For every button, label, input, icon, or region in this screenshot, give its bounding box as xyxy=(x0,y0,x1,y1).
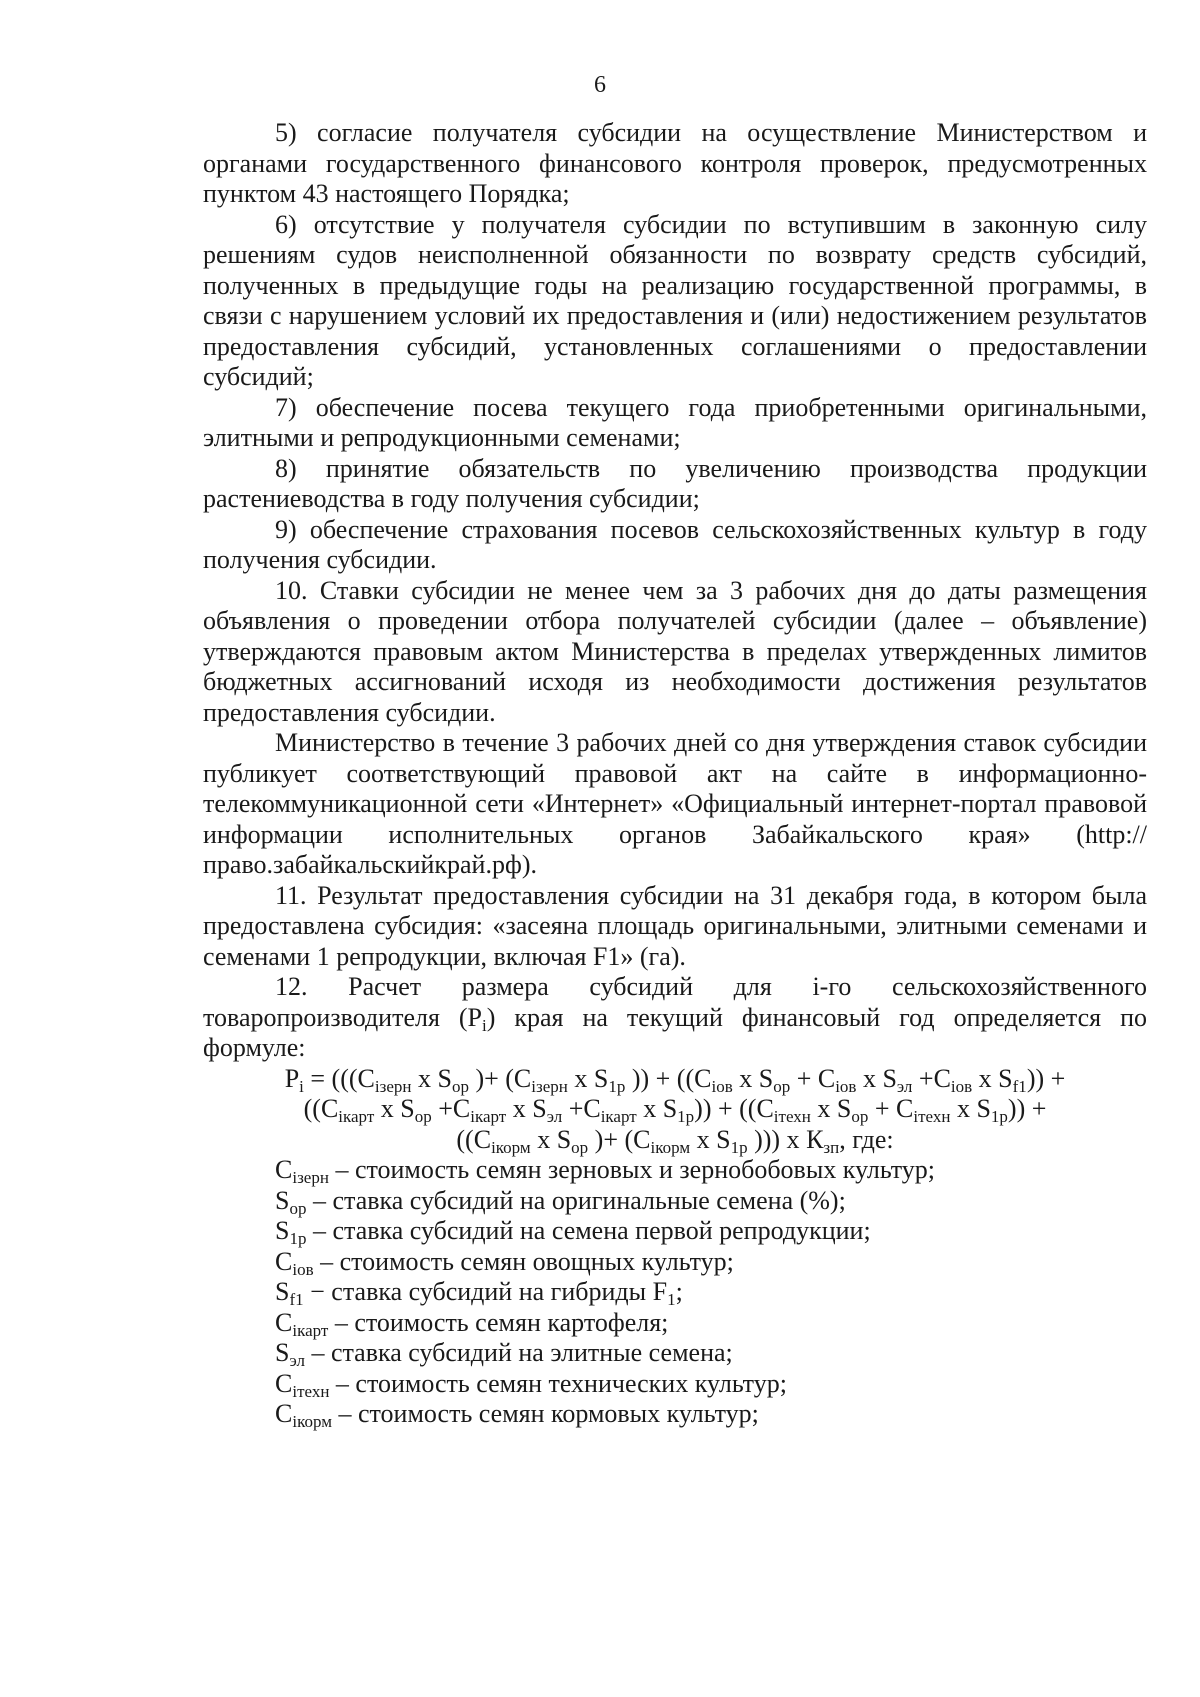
definition-c-izern: $C_{iзерн}$ – стоимость семян зерновых и зернобобовых культур; xyxy=(275,1155,936,1187)
definition-s-f1: $S_{f1}$ − ставка субсидий на гибриды $F_1$; xyxy=(275,1277,683,1309)
subsidy-formula xyxy=(203,1064,1147,1156)
formula-line-1: $P_i = (((C_{iзерн}$ x $S_{op}$ )+ ($C_{iзерн}$ x $S_{1p}$ )) + (($C_{iов}$ x $S_{op} + C_{iов}$ x $S_{эл} +C_{iов}$ x $S_{f1}$)) + xyxy=(284,1063,1066,1096)
paragraph-10: 10. Ставки субсидии не менее чем за 3 рабочих дня до даты размещения объявления о проведении отбора получателей субсидии (далее – объявление) утверждаются правовым актом Министерства в пределах утвержденных лимитов бюджетных ассигнований исходя из необходимости достижения результатов предоставления субсидии. xyxy=(203,575,1147,727)
page-number: 6 xyxy=(594,72,606,98)
definition-c-itehn: $C_{iтехн}$ – стоимость семян технических культур; xyxy=(275,1368,787,1401)
paragraph-item-5: 5) согласие получателя субсидии на осуществление Министерством и органами государственного финансового контроля проверок, предусмотренных пунктом 43 настоящего Порядка; xyxy=(203,118,1147,208)
formula-line-3: (($C_{iкорм}$ x $S_{op}$ )+ ($C_{iкорм}$ x $S_{1p}$ ))) x $К_{зп}$, где: xyxy=(456,1124,894,1157)
paragraph-ministry-publication: Министерство в течение 3 рабочих дней со дня утверждения ставок субсидии публикует соответствующий правовой акт на сайте в информационно-телекоммуникационной сети «Интернет» «Официальный интернет-портал правовой информации исполнительных органов Забайкальского края» (http://право.забайкальскийкрай.рф). xyxy=(203,728,1147,879)
paragraph-item-8: 8) принятие обязательств по увеличению производства продукции растениеводства в году получения субсидии; xyxy=(203,453,1147,513)
paragraph-12: 12. Расчет размера субсидий для i-го сельскохозяйственного товаропроизводителя $(P_i)$ края на текущий финансовый год определяется по формуле: xyxy=(203,972,1147,1062)
definition-s-1p: $S_{1p}$ – ставка субсидий на семена первой репродукции; xyxy=(275,1216,871,1248)
paragraph-item-6: 6) отсутствие у получателя субсидии по вступившим в законную силу решениям судов неисполненной обязанности по возврату средств субсидий, полученных в предыдущие годы на реализацию государственной программы, в связи с нарушением условий их предоставления и (или) недостижением результатов предоставления субсидий, установленных соглашениями о предоставлении субсидий; xyxy=(203,209,1147,391)
definition-s-el: $S_{эл}$ – ставка субсидий на элитные семена; xyxy=(275,1338,733,1370)
formula-line-2: (($C_{iкарт}$ x $S_{op} +C_{iкарт}$ x $S_{эл} +C_{iкарт}$ x $S_{1p})) + ((C_{iтехн}$ x $S_{op} + C_{iтехн}$ x $S_{1p}$)) + xyxy=(303,1094,1047,1126)
paragraph-11: 11. Результат предоставления субсидии на 31 декабря года, в котором была предоставлена субсидия: «засеяна площадь оригинальными, элитными семенами и семенами 1 репродукции, включая F1» (га). xyxy=(203,880,1147,971)
document-body xyxy=(203,118,1147,1430)
definition-c-ikart: $C_{iкарт}$ – стоимость семян картофеля; xyxy=(275,1307,669,1340)
definition-c-iov: $C_{iов}$ – стоимость семян овощных культур; xyxy=(275,1246,734,1279)
definition-s-op: $S_{op}$ – ставка субсидий на оригинальные семена (%); xyxy=(275,1185,846,1218)
paragraph-item-7: 7) обеспечение посева текущего года приобретенными оригинальными, элитными и репродукционными семенами; xyxy=(203,392,1147,452)
paragraph-item-9: 9) обеспечение страхования посевов сельскохозяйственных культур в году получения субсидии. xyxy=(203,514,1147,574)
definition-c-ikorm: $C_{iкорм}$ – стоимость семян кормовых культур; xyxy=(275,1399,759,1431)
